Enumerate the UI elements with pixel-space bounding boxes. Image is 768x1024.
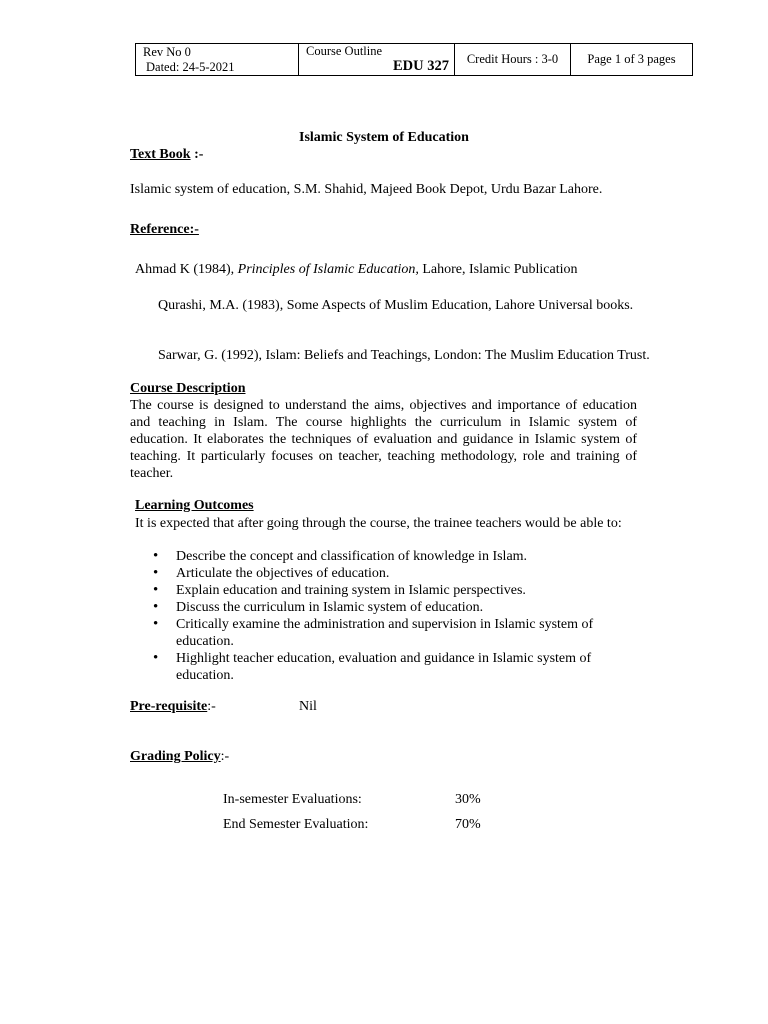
list-item: • Highlight teacher education, evaluation and guidance in Islamic system of education. bbox=[153, 650, 637, 684]
page-title: Islamic System of Education bbox=[299, 130, 469, 145]
learning-outcomes-intro: It is expected that after going through the course, the trainee teachers would be able to: bbox=[135, 516, 622, 531]
grading-value: 70% bbox=[455, 817, 481, 832]
course-cell bbox=[299, 44, 455, 75]
outline-label: Course Outline bbox=[306, 44, 383, 58]
reference-publisher: Lahore, Islamic Publication bbox=[418, 262, 578, 277]
textbook-heading: Text Book bbox=[130, 147, 191, 162]
rev-cell bbox=[136, 44, 299, 75]
reference-author: Ahmad K (1984), bbox=[135, 262, 238, 277]
dated: Dated: 24-5-2021 bbox=[146, 60, 235, 74]
textbook-entry: Islamic system of education, S.M. Shahid, Majeed Book Depot, Urdu Bazar Lahore. bbox=[130, 182, 603, 197]
list-item: • Describe the concept and classification of knowledge in Islam. bbox=[153, 548, 637, 565]
credit-cell bbox=[455, 44, 571, 75]
textbook-heading-line bbox=[130, 147, 203, 163]
reference-item bbox=[135, 262, 577, 278]
credit-hours: Credit Hours : 3-0 bbox=[466, 52, 559, 66]
grading-heading: Grading Policy bbox=[130, 749, 221, 764]
grading-label: In-semester Evaluations: bbox=[223, 792, 362, 807]
grading-suffix: :- bbox=[220, 749, 230, 764]
grading-value: 30% bbox=[455, 792, 481, 807]
learning-outcomes-list bbox=[153, 548, 637, 684]
page-cell bbox=[571, 44, 692, 75]
reference-heading: Reference:- bbox=[130, 222, 199, 237]
course-description-text: The course is designed to understand the aims, objectives and importance of education and teaching in Islam. The course highlights the curriculum in Islamic system of education. It elaborates the techniques of evaluation and guidance in Islamic system of teaching. It particularly focuses on teacher, teaching methodology, role and training of teacher. bbox=[130, 398, 637, 481]
rev-no: Rev No 0 bbox=[143, 45, 191, 59]
reference-title: Principles of Islamic Education, bbox=[237, 262, 419, 277]
header-table bbox=[135, 43, 693, 76]
grading-label: End Semester Evaluation: bbox=[223, 817, 369, 832]
textbook-suffix: :- bbox=[190, 147, 204, 162]
course-description-heading: Course Description bbox=[130, 381, 246, 396]
prerequisite-line bbox=[130, 699, 216, 715]
prerequisite-heading: Pre-requisite bbox=[130, 699, 208, 714]
prerequisite-value: Nil bbox=[299, 699, 317, 714]
course-code: EDU 327 bbox=[393, 58, 449, 74]
list-item: • Discuss the curriculum in Islamic system of education. bbox=[153, 599, 637, 616]
list-item: • Explain education and training system in Islamic perspectives. bbox=[153, 582, 637, 599]
list-item: • Critically examine the administration and supervision in Islamic system of education. bbox=[153, 616, 637, 650]
reference-item: Sarwar, G. (1992), Islam: Beliefs and Teachings, London: The Muslim Education Trust. bbox=[158, 348, 650, 363]
reference-item: Qurashi, M.A. (1983), Some Aspects of Muslim Education, Lahore Universal books. bbox=[158, 298, 634, 313]
page-info: Page 1 of 3 pages bbox=[587, 52, 676, 66]
grading-line bbox=[130, 749, 229, 765]
learning-outcomes-heading: Learning Outcomes bbox=[135, 498, 254, 513]
prerequisite-suffix: :- bbox=[207, 699, 216, 714]
list-item: • Articulate the objectives of education. bbox=[153, 565, 637, 582]
